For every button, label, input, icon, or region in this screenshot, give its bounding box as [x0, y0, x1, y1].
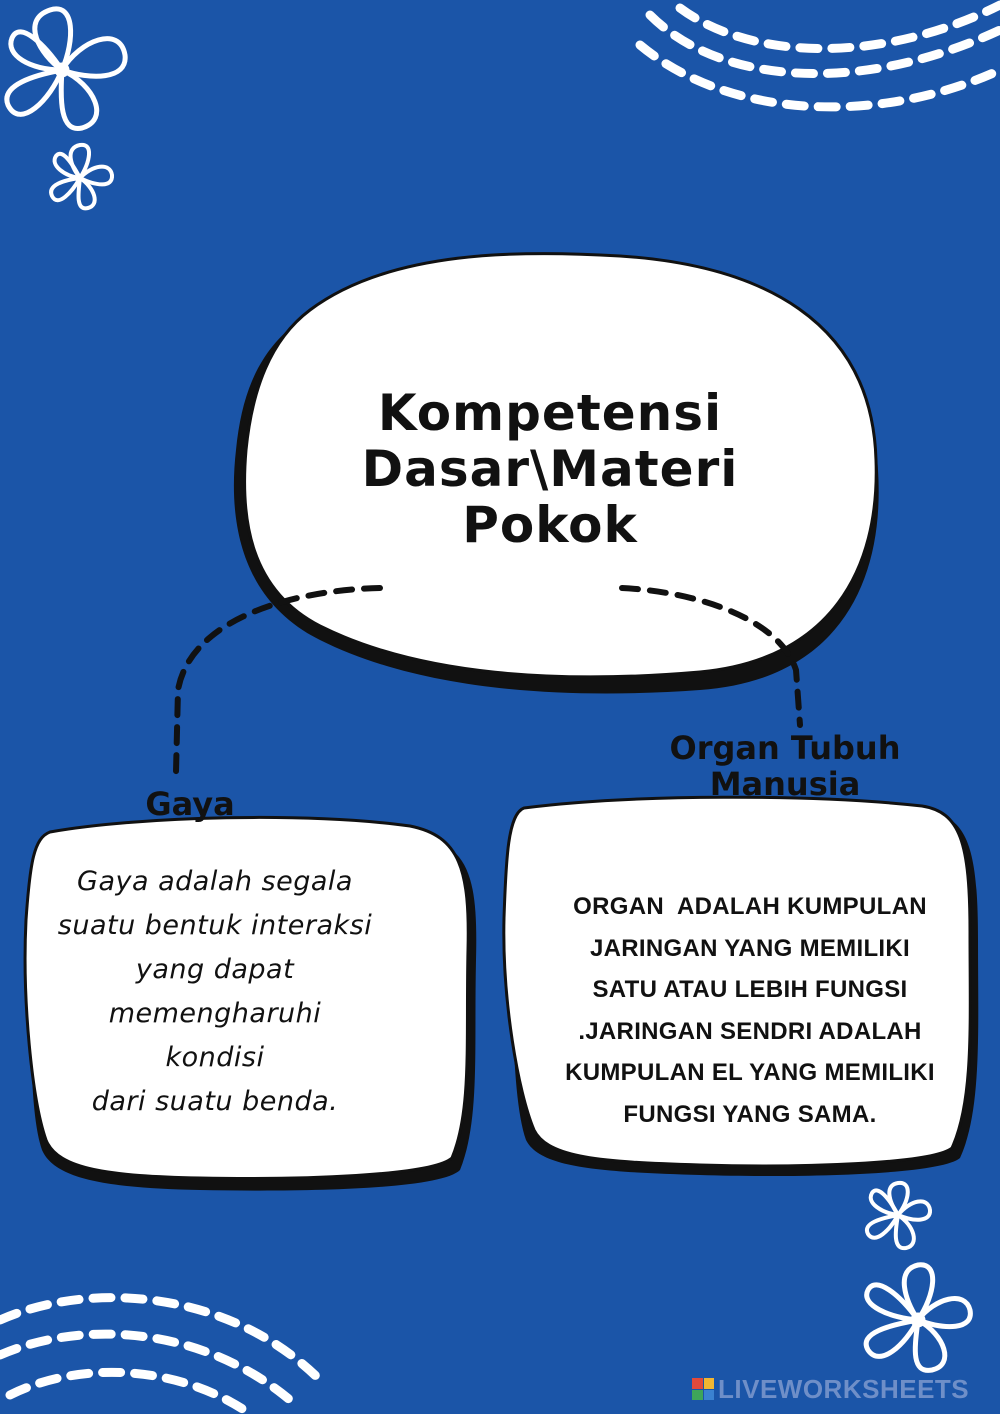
text-line: yang dapat [135, 954, 295, 985]
dashed-arc-decoration [0, 1298, 320, 1414]
gaya-description [55, 860, 375, 1124]
organ-description [530, 886, 970, 1135]
title-line: Dasar\Materi [361, 440, 739, 498]
flower-icon [866, 1265, 970, 1371]
text-line: KUMPULAN EL YANG MEMILIKI [565, 1059, 935, 1086]
branch-label-organ [630, 730, 940, 802]
dashed-arc-decoration [640, 5, 1000, 107]
small-flower-icon [867, 1183, 930, 1248]
text-line: dari suatu benda. [91, 1086, 339, 1117]
text-line: memengharuhi kondisi [108, 998, 322, 1073]
liveworksheets-logo-icon [692, 1378, 714, 1400]
text-line: suatu bentuk interaksi [57, 910, 373, 941]
text-line: JARINGAN YANG MEMILIKI [590, 934, 910, 962]
text-line: FUNGSI YANG SAMA. [623, 1100, 877, 1128]
title-line: Kompetensi [377, 384, 723, 442]
text-line: SATU ATAU LEBIH FUNGSI [592, 976, 908, 1003]
flower-icon [7, 9, 125, 129]
branch-label-gaya: Gaya [145, 785, 235, 823]
title-line: Pokok [462, 496, 638, 554]
small-flower-icon [51, 145, 112, 208]
text-line: ORGAN ADALAH KUMPULAN [573, 893, 927, 920]
text-line: Gaya adalah segala [77, 866, 353, 897]
branch-label-line: Organ Tubuh [669, 729, 901, 767]
page-title [300, 385, 800, 553]
watermark-text: LIVEWORKSHEETS [718, 1373, 970, 1404]
text-line: .JARINGAN SENDRI ADALAH [578, 1017, 922, 1045]
branch-label-line: Manusia [709, 765, 861, 803]
liveworksheets-watermark [692, 1374, 969, 1404]
